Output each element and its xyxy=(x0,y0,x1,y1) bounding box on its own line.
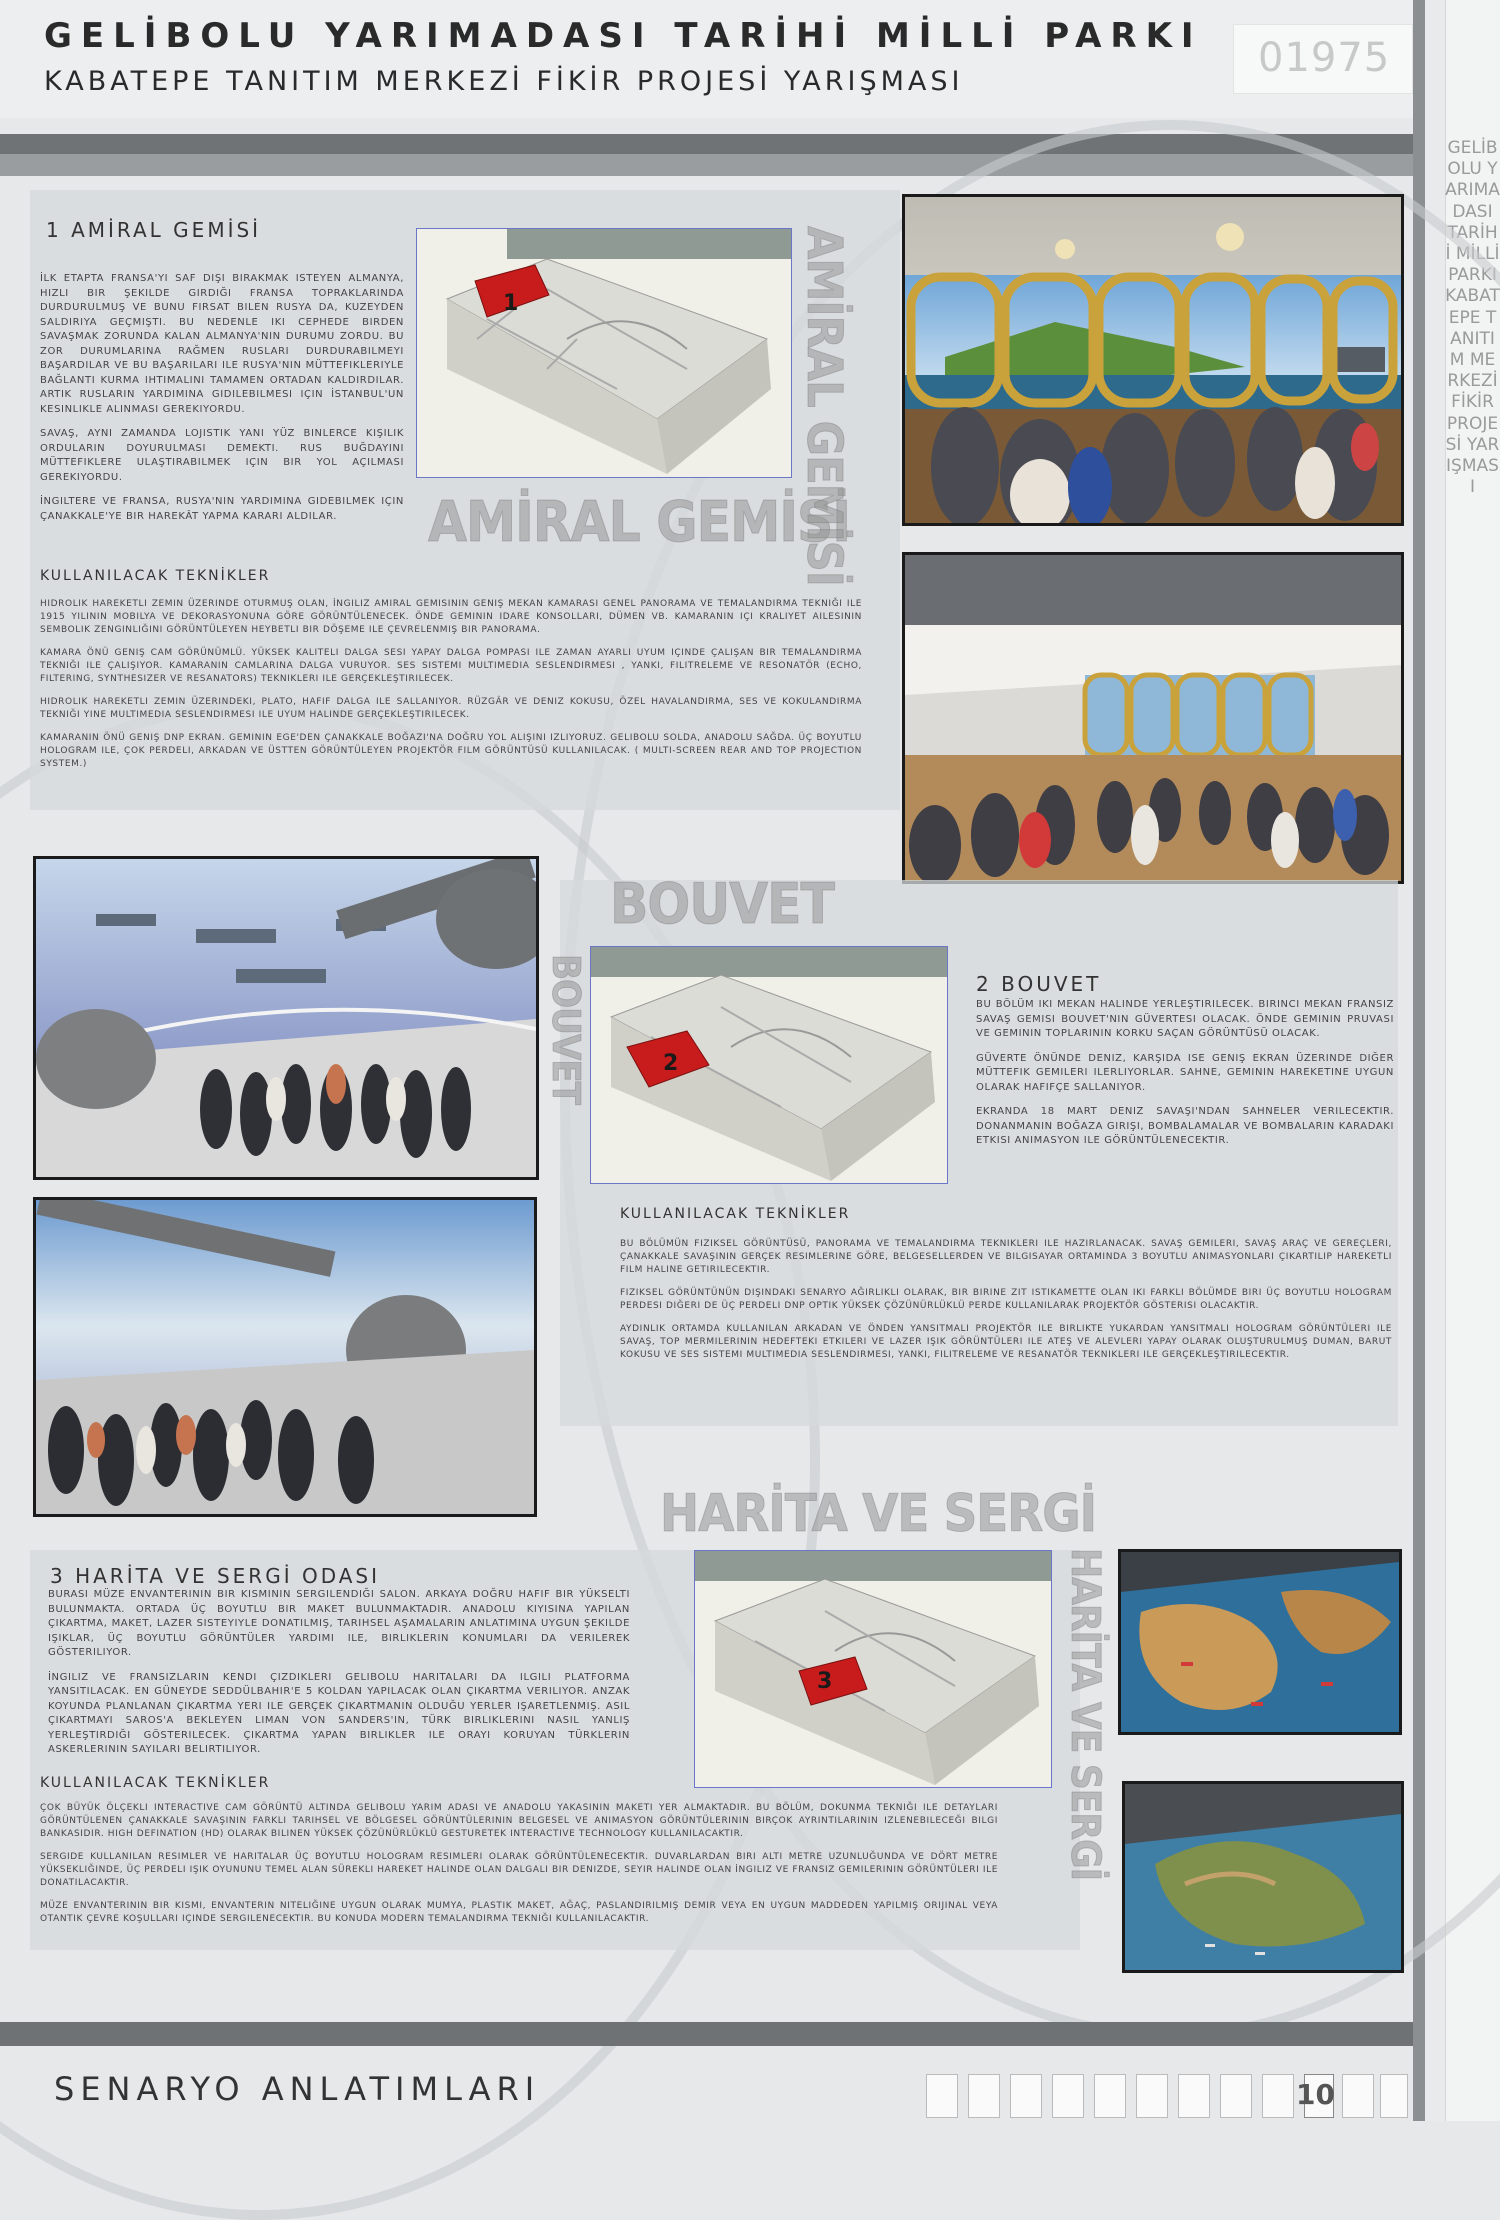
ghost-label-harita-vertical: HARİTA VE SERGİ xyxy=(1062,1548,1108,1880)
paragraph: GÜVERTE ÖNÜNDE DENIZ, KARŞIDA ISE GENIŞ EKRAN ÜZERINDE DIĞER MÜTTEFIK GEMILERI ILERLIYORLAR. SAHNE, GEMININ HAREKETINE UYGUN OLARAK HAFIFÇE SALLANIYOR. xyxy=(976,1052,1394,1093)
page-number: 10 xyxy=(1296,2078,1335,2111)
paragraph: HIDROLIK HAREKETLI ZEMIN ÜZERINDE OTURMUŞ OLAN, İNGILIZ AMIRAL GEMISININ GENIŞ MEKAN KAMARASI GENEL PANORAMA VE TEMALANDIRMA TEKNIĞI ILE 1915 YILININ MOBILYA VE DEKORASYONUNA GÖRE GÖRÜNTÜLENECEK. ÖNDE GEMININ IDARE KONSOLLARI, DÜMEN VB. KAMARANIN IÇI KRALIYET AILESININ SEMBOLIK ZENGINLIĞINI GÖRÜNTÜLEYEN HEYBETLI BIR DÖŞEME ILE ÇEVRELENMIŞ BIR PANORAMA. xyxy=(40,599,862,635)
section2-heading: 2 BOUVET xyxy=(976,972,1102,996)
plan-number-label: 2 xyxy=(663,1051,679,1076)
page-box xyxy=(926,2074,958,2118)
page-box xyxy=(1052,2074,1084,2118)
ghost-label-bouvet-vertical: BOUVET xyxy=(544,954,588,1105)
render-illustration xyxy=(1125,1784,1401,1970)
section1-techniques-text xyxy=(40,598,862,781)
side-title-text: GELİBOLU YARIMADASI TARİHİ MİLLİ PARKI KABATEPE TANITIM MERKEZİ FİKİR PROJESİ YARIŞMASI xyxy=(1445,138,1500,498)
floor-plan-drawing xyxy=(695,1551,1051,1787)
render-illustration xyxy=(905,555,1401,881)
paragraph: MÜZE ENVANTERININ BIR KISMI, ENVANTERIN NITELIĞINE UYGUN OLARAK MUMYA, PLASTIK MAKET, AĞAÇ, PASLANDIRILMIŞ DEMIR VEYA EN UYGUN MADDEDEN YAPILMIŞ ORIJINAL VEYA OTANTIK ÇEVRE KOŞULLARI IÇINDE SERGILENECEKTIR. BU KONUDA MODERN TEMALANDIRMA TEKNIĞI KULLANILACAKTIR. xyxy=(40,1901,998,1924)
paragraph: HIDROLIK HAREKETLI ZEMIN ÜZERINDEKI, PLATO, HAFIF DALGA ILE SALLANIYOR. RÜZGÂR VE DENIZ KOKUSU, ÖZEL HAVALANDIRMA, SES VE KOKULANDIRMA TEKNIĞI YINE MULTIMEDIA SESLENDIRMESI ILE UYUM HALINDE GERÇEKLEŞTIRILECEK. xyxy=(40,697,862,720)
section3-text xyxy=(48,1588,630,1768)
render-bouvet-deck-view-2 xyxy=(33,1197,537,1517)
page-box xyxy=(968,2074,1000,2118)
section1-techniques-heading: KULLANILACAK TEKNİKLER xyxy=(40,568,271,584)
plan-number-label: 1 xyxy=(503,291,519,316)
section3-heading: 3 HARİTA VE SERGİ ODASI xyxy=(50,1564,381,1588)
section2-techniques-text xyxy=(620,1238,1392,1372)
paragraph: SAVAŞ, AYNI ZAMANDA LOJISTIK YANI YÜZ BINLERCE KIŞILIK ORDULARIN DOYURULMASI DEMEKTI. RUS BUĞDAYINI MÜTTEFIKLERE ULAŞTIRABILMEK IÇIN BIR YOL AÇILMASI GEREKIYORDU. xyxy=(40,428,404,483)
paragraph: İNGILTERE VE FRANSA, RUSYA'NIN YARDIMINA GIDEBILMEK IÇIN ÇANAKKALE'YE BIR HAREKÂT YAPMA KARARI ALDILAR. xyxy=(40,496,404,522)
paragraph: BU BÖLÜMÜN FIZIKSEL GÖRÜNTÜSÜ, PANORAMA VE TEMALANDIRMA TEKNIKLERI ILE HAZIRLANACAK. SAVAŞ GEMILERI, SAVAŞ ARAÇ VE GEREÇLERI, ÇANAKKALE SAVAŞININ GERÇEK RESIMLERINE GÖRE, BELGESELLERDEN VE BILGISAYAR ORTAMINDA 3 BOYUTLU ANIMASYONLARI ÇIKARTILIP HAREKETLI FILM HALINE GETIRILECEKTIR. xyxy=(620,1239,1392,1275)
floor-plan-harita xyxy=(694,1550,1052,1788)
page-box xyxy=(1380,2074,1408,2118)
title-line-2: KABATEPE TANITIM MERKEZİ FİKİR PROJESİ YARIŞMASI xyxy=(44,66,964,97)
ghost-label-amiral: AMİRAL GEMİSİ xyxy=(428,490,850,555)
page-box xyxy=(1220,2074,1252,2118)
page-box xyxy=(1262,2074,1294,2118)
paragraph: BU BÖLÜM IKI MEKAN HALINDE YERLEŞTIRILECEK. BIRINCI MEKAN FRANSIZ SAVAŞ GEMISI BOUVET'NIN GÜVERTESI OLACAK. ÖNDE GEMININ PRUVASI VE GEMININ TOPLARININ KORKU SAÇAN GÖRÜNTÜSÜ OLACAK. xyxy=(976,999,1394,1039)
paragraph: SERGIDE KULLANILAN RESIMLER VE HARITALAR ÜÇ BOYUTLU HOLOGRAM RESIMLERI OLARAK GÖRÜNTÜLENECEKTIR. DUVARLARDAN BIRI ALTI METRE UZUNLUĞUNDA VE DÖRT METRE YÜKSEKLIĞINDE, ÜÇ PERDELI IŞIK OYUNUNU TEMEL ALAN SÜREKLI HAREKET HALINDE OLAN DALGALI BIR DENIZDE, SEYIR HALINDE OLAN İNGILIZ VE FRANSIZ GEMILERININ GÖRÜNTÜLERI ILE DONATILACAKTIR. xyxy=(40,1852,998,1888)
paragraph: FIZIKSEL GÖRÜNTÜNÜN DIŞINDAKI SENARYO AĞIRLIKLI OLARAK, BIR BIRINE ZIT ISTIKAMETTE OLAN IKI FARKLI BÖLÜMDE BIRI ÜÇ BOYUTLU HOLOGRAM PERDESI DIĞERI DE ÜÇ PERDELI DNP OPTIK YÜKSEK ÇÖZÜNÜRLÜKLÜ PERDE KULLANILARAK PROJEKTÖR GÖSTERISI OLACAKTIR. xyxy=(620,1288,1392,1311)
render-bouvet-deck-view-1 xyxy=(33,856,539,1180)
ghost-label-harita: HARİTA VE SERGİ xyxy=(660,1484,1097,1544)
floor-plan-amiral xyxy=(416,228,792,478)
floor-plan-drawing xyxy=(591,947,947,1183)
paragraph: EKRANDA 18 MART DENIZ SAVAŞI'NDAN SAHNELER VERILECEKTIR. DONANMANIN BOĞAZA GIRIŞI, BOMBALAMALAR VE BOMBALARIN KARADAKI ETKISI ANIMASYON ILE GÖRÜNTÜLENECEKTIR. xyxy=(976,1106,1394,1146)
render-map-model-view-1 xyxy=(1118,1549,1402,1735)
paragraph: ÇOK BÜYÜK ÖLÇEKLI INTERACTIVE CAM GÖRÜNTÜ ALTINDA GELIBOLU YARIM ADASI VE ANADOLU YAKASININ MAKETI YER ALMAKTADIR. BU BÖLÜM, DOKUNMA TEKNIĞI ILE DETAYLARI GÖRÜNTÜLENEN ÇANAKKALE SAVAŞININ FARKLI TARIHSEL VE BÖLGESEL GÖRÜNTÜLERININ BELGESEL VE ANIMASYON GÖRÜNTÜLERININ BIRÇOK AYRINTILARININ IZLENEBILECEĞI BILGI BANKASIDIR. HIGH DEFINATION (HD) OLARAK BILINEN YÜKSEK ÇÖZÜNÜRLÜKLÜ GESTURETEK INTERACTIVE TECHNOLOGY KULLANILACAKTIR. xyxy=(40,1803,998,1839)
ghost-label-amiral-vertical: AMİRAL GEMİSİ xyxy=(796,226,852,586)
page-box xyxy=(1094,2074,1126,2118)
paragraph: BURASI MÜZE ENVANTERININ BIR KISMININ SERGILENDIĞI SALON. ARKAYA DOĞRU HAFIF BIR YÜKSELTI BULUNMAKTA. ORTADA ÜÇ BOYUTLU BIR MAKET BULUNMAKTADIR. ANADOLU KIYISINA YAPILAN ÇIKARTMA, MAKET, LAZER SISTEYIYLE DONATILMIŞ, TARIHSEL AŞAMALARIN ANLATIMINA UYGUN ŞEKILDE IŞIKLAR, ÜÇ BOYUTLU GÖRÜNTÜLER YARDIMI ILE, BIRLIKLERIN KONUMLARI DA VERILEREK GÖSTERILIYOR. xyxy=(48,1589,630,1658)
render-illustration xyxy=(905,197,1401,523)
paragraph: KAMARANIN ÖNÜ GENIŞ DNP EKRAN. GEMININ EGE'DEN ÇANAKKALE BOĞAZI'NA DOĞRU YOL ALIŞINI IZLIYORUZ. GELIBOLU SOLDA, ANADOLU SAĞDA. ÜÇ BOYUTLU HOLOGRAM ILE, ÇOK PERDELI, ARKADAN VE ÜSTTEN GÖRÜNTÜLEYEN PROJEKTÖR FILM GÖRÜNTÜSÜ KULLANILACAK. ( MULTI-SCREEN REAR AND TOP PROJECTION SYSTEM.) xyxy=(40,733,862,769)
section3-techniques-heading: KULLANILACAK TEKNİKLER xyxy=(40,1775,271,1791)
page-box xyxy=(1010,2074,1042,2118)
page-box xyxy=(1342,2074,1374,2118)
render-map-model-view-2 xyxy=(1122,1781,1404,1973)
plan-number-label: 3 xyxy=(817,1669,833,1694)
render-illustration xyxy=(1121,1552,1399,1732)
paragraph: AYDINLIK ORTAMDA KULLANILAN ARKADAN VE ÖNDEN YANSITMALI PROJEKTÖR ILE BIRLIKTE YUKARDAN YANSITMALI HOLOGRAM GÖRÜNTÜLERI ILE SAVAŞ, TOP MERMILERININ HEDEFTEKI ETKILERI VE LAZER IŞIK GÖRÜNTÜLERI ILE ATEŞ VE ALEVLERI YAPAY OLARAK OLUŞTURULMUŞ DUMAN, BARUT KOKUSU VE SES SISTEMI MULTIMEDIA SESLENDIRMESI, YANKI, FILITRELEME VE RESANATÖR TEKNIKLERI ILE GERÇEKLEŞTIRILECEKTIR. xyxy=(620,1324,1392,1360)
render-illustration xyxy=(36,859,536,1177)
render-hall-crowd-view xyxy=(902,552,1404,884)
section2-text xyxy=(976,998,1394,1159)
section3-techniques-text xyxy=(40,1802,998,1936)
title-line-1: GELİBOLU YARIMADASI TARİHİ MİLLİ PARKI xyxy=(44,16,1203,56)
section1-heading: 1 AMİRAL GEMİSİ xyxy=(46,218,262,242)
ghost-label-bouvet: BOUVET xyxy=(610,872,834,937)
render-illustration xyxy=(36,1200,534,1514)
paragraph: KAMARA ÖNÜ GENIŞ CAM GÖRÜNÜMLÜ. YÜKSEK KALITELI DALGA SESI YAPAY DALGA POMPASI ILE ZAMAN AYARLI UYUM IÇINDE ÇALIŞAN BIR TEMALANDIRMA TEKNIĞI ILE ÇALIŞIYOR. KAMARANIN CAMLARINA DALGA VURUYOR. SES SISTEMI MULTIMEDIA SESLENDIRMESI , YANKI, FILITRELEME VE RESONATÖR (ECHO, FILTERING, SYNTHESIZER VE RESANATORS) TEKNIKLERI ILE GERÇEKLEŞTIRILECEK. xyxy=(40,648,862,684)
paragraph: İNGILIZ VE FRANSIZLARIN KENDI ÇIZDIKLERI GELIBOLU HARITALARI DA ILGILI PLATFORMA YANSITILACAK. EN GÜNEYDE SEDDÜLBAHIR'E 5 KOLDAN YAPILACAK OLAN ÇIKARTMA VERILIYOR. ANZAK KOYUNDA PLANLANAN ÇIKARTMA YERI ILE GERÇEK ÇIKARTMANIN OLDUĞU YERLER IŞARETLENMIŞ. ASIL ÇIKARTMAYI SAROS'A BEKLEYEN LIMAN VON SANDERS'IN, TÜRK BIRLIKLERINI NASIL YANLIŞ YERLEŞTIRDIĞI GÖSTERILECEK. ÇIKARTMA YAPAN BIRLIKLER ILE ORAYI KORUYAN TÜRKLERIN ASKERLERININ SAYILARI BELIRTILIYOR. xyxy=(48,1671,630,1755)
paragraph: İLK ETAPTA FRANSA'YI SAF DIŞI BIRAKMAK ISTEYEN ALMANYA, HIZLI BIR ŞEKILDE GIRDIĞI FRANSA TOPRAKLARINDA DURDURULMUŞ VE BUNU FIRSAT BILEN RUSYA DA, KUZEYDEN SALDIRIYA GEÇMIŞTI. BU NEDENLE IKI CEPHEDE BIRDEN SAVAŞMAK ZORUNDA KALAN ALMANYA'NIN DURUMU ZORDU. BU ZOR DURUMLARINA RAĞMEN RUSLARI DURDURABILMEYI BAŞARDILAR VE BU BAŞARILARI ILE RUSYA'NIN MÜTTEFIKLERIYLE BAĞLANTI KURMA IHTIMALINI TAMAMEN ORTADAN KALDIRDILAR. ARTIK RUSLARIN YARDIMINA GIDILEBILMESI IÇIN İSTANBUL'UN KESINLIKLE ALINMASI GEREKIYORDU. xyxy=(40,273,404,415)
entry-code: 01975 xyxy=(1258,35,1391,81)
floor-plan-bouvet xyxy=(590,946,948,1184)
floor-plan-drawing xyxy=(417,229,791,477)
section1-text xyxy=(40,272,404,534)
page-box xyxy=(1136,2074,1168,2118)
section2-techniques-heading: KULLANILACAK TEKNİKLER xyxy=(620,1206,851,1222)
render-bridge-window-view xyxy=(902,194,1404,526)
footer-title: SENARYO ANLATIMLARI xyxy=(54,2070,541,2108)
page-box xyxy=(1178,2074,1210,2118)
footer-band xyxy=(0,2022,1413,2046)
